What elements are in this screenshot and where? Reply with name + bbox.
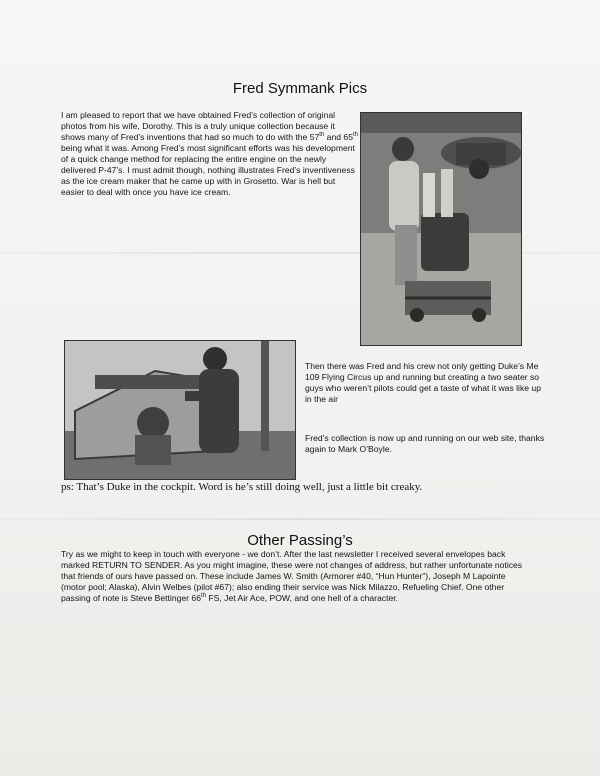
passings-sup: th <box>200 593 206 600</box>
passings-paragraph <box>61 549 531 604</box>
intro-text-c: being what it was. Among Fred’s most significant efforts was his development of a quick change method for replacing the entire engine on the newly delivered P-47’s. I must admit though, nothing illustrates Fred’s inventiveness as the ice cream maker that he came up with in Grosetto. War is hell but easier to deal with once you have ice cream. <box>61 143 355 197</box>
intro-sup-1: th <box>319 132 325 139</box>
photo-two-seater-cockpit-illustration <box>65 341 295 479</box>
intro-text-a: I am pleased to report that we have obtained Fred’s collection of original photos from his wife, Dorothy. This is a truly unique collection because it shows many of Fred’s inventions that had so much to do with the 57 <box>61 110 336 142</box>
crew-paragraph: Then there was Fred and his crew not only getting Duke’s Me 109 Flying Circus up and running but creating a two seater so guys who weren’t pilots could get a taste of what it was like up in the air <box>305 361 541 404</box>
intro-text-b: and 65 <box>324 132 353 142</box>
page-fold-crease-lower <box>0 518 600 520</box>
passings-text-b: FS, Jet Air Ace, POW, and one hell of a character. <box>206 593 399 603</box>
intro-paragraph <box>61 110 361 198</box>
collection-paragraph: Fred’s collection is now up and running on our web site, thanks again to Mark O’Boyle. <box>305 433 545 454</box>
intro-sup-2: th <box>352 132 358 139</box>
section-title-fred-symmank-pics: Fred Symmank Pics <box>232 80 368 97</box>
photo-ice-cream-maker <box>360 112 522 346</box>
photo-two-seater-cockpit <box>64 340 296 480</box>
ps-note: ps: That’s Duke in the cockpit. Word is he’s still doing well, just a little bit creaky. <box>61 481 423 493</box>
passings-text-a: Try as we might to keep in touch with everyone - we don’t. After the last newsletter I received several envelopes back marked RETURN TO SENDER. As you might imagine, these were not changes of address, but rather unfortunate notices that friends of ours have passed on. These include James W. Smith (Armorer #40, “Hun Hunter”), Joseph M Lapointe (motor pool; Alaska), Alvin Welbes (pilot #67); also ending their service was Nick Milazzo, Refueling Chief. One other passing of note is Steve Bettinger 66 <box>61 549 523 603</box>
section-title-other-passings: Other Passing’s <box>247 532 353 549</box>
photo-ice-cream-maker-illustration <box>361 113 521 345</box>
